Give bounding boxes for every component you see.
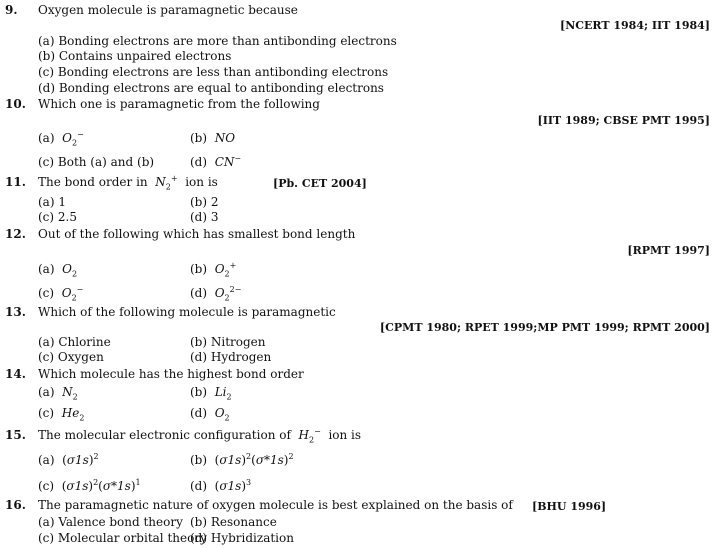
formula-symbol: Li <box>214 385 227 399</box>
option-label: (b) <box>190 385 208 399</box>
question-source: [NCERT 1984; IIT 1984] <box>560 19 710 32</box>
question-source: [BHU 1996] <box>532 500 607 513</box>
option-label: (d) <box>190 286 208 300</box>
formula-symbol: O <box>61 286 72 300</box>
question-text-post: ion is <box>328 428 362 442</box>
option-a: (a) $(\sigma 1s)^2$ <box>38 452 99 467</box>
option-label: (d) <box>190 479 208 493</box>
formula-charge: − <box>76 285 84 294</box>
question-number: 9. <box>5 3 18 17</box>
option-label: (a) <box>38 385 55 399</box>
formula-subscript: 2 <box>224 269 230 279</box>
formula-subscript: 2 <box>72 392 78 402</box>
option-b: (b) Nitrogen <box>190 335 266 349</box>
option-d <box>190 406 230 421</box>
option-c: (c) Bonding electrons are less than antibonding electrons <box>38 65 389 79</box>
option-c: (c) Both (a) and (b) <box>38 155 155 169</box>
option-b: (b) $(\sigma 1s)^2(\sigma*1s)^2$ <box>190 452 294 467</box>
formula-subscript: 2 <box>72 138 78 148</box>
formula-subscript: 2 <box>79 413 85 423</box>
question-text: The paramagnetic nature of oxygen molecule is best explained on the basis of <box>38 498 513 512</box>
formula-charge: − <box>314 427 321 436</box>
orbital: σ1s <box>219 453 242 467</box>
option-b: (b) 2 <box>190 195 219 209</box>
formula-symbol: O <box>62 131 73 145</box>
option-c: (c) Oxygen <box>38 350 104 364</box>
option-c: (c) $(\sigma 1s)^2(\sigma*1s)^1$ <box>38 478 141 493</box>
formula-symbol: O <box>214 286 225 300</box>
option-c: (c) Molecular orbital theory <box>38 531 207 545</box>
question-text: Oxygen molecule is paramagnetic because <box>38 3 298 17</box>
formula-charge: − <box>234 154 242 163</box>
question-text: Which molecule has the highest bond order <box>38 367 304 381</box>
option-label: (c) <box>38 406 55 420</box>
option-d: (d) Bonding electrons are equal to antibonding electrons <box>38 81 384 95</box>
option-d: (d) 3 <box>190 210 219 224</box>
option-label: (a) <box>38 453 55 467</box>
formula-subscript: 2 <box>226 392 232 402</box>
option-c <box>38 406 84 421</box>
orbital-occupancy: 1 <box>135 478 141 487</box>
option-label: (b) <box>190 453 208 467</box>
option-label: (a) <box>38 131 55 145</box>
question-number: 13. <box>5 305 26 319</box>
option-b <box>190 262 236 277</box>
question-number: 11. <box>5 175 26 189</box>
option-a <box>38 262 77 277</box>
orbital-occupancy: 2 <box>246 452 252 461</box>
question-text <box>38 175 218 190</box>
option-d <box>190 286 241 301</box>
question-number: 10. <box>5 97 26 111</box>
formula-subscript: 2 <box>72 269 78 279</box>
formula-symbol: O <box>214 262 225 276</box>
formula-charge: + <box>229 261 237 270</box>
question-text: Which one is paramagnetic from the following <box>38 97 320 111</box>
orbital-occupancy: 2 <box>93 478 99 487</box>
option-c <box>38 286 83 301</box>
option-b <box>190 385 232 400</box>
question-text-post: ion is <box>185 175 218 189</box>
option-a <box>38 385 78 400</box>
option-label: (b) <box>190 131 208 145</box>
formula-subscript: 2 <box>309 435 315 445</box>
option-d <box>190 155 241 170</box>
formula-subscript: 2 <box>165 182 171 192</box>
option-a <box>38 131 84 146</box>
question-number: 14. <box>5 367 26 381</box>
formula-subscript: 2 <box>224 413 230 423</box>
question-source: [RPMT 1997] <box>627 244 710 257</box>
option-d: (d) $(\sigma 1s)^3$ <box>190 478 252 493</box>
orbital: σ1s <box>219 479 242 493</box>
formula-symbol: NO <box>214 131 236 145</box>
orbital-occupancy: 2 <box>93 452 99 461</box>
formula-symbol: O <box>214 406 225 420</box>
option-label: (a) <box>38 262 55 276</box>
option-label: (c) <box>38 286 55 300</box>
question-number: 15. <box>5 428 26 442</box>
question-source: [IIT 1989; CBSE PMT 1995] <box>537 114 710 127</box>
option-label: (d) <box>190 406 208 420</box>
option-d: (d) Hydrogen <box>190 350 272 364</box>
question-text: Out of the following which has smallest bond length <box>38 227 356 241</box>
formula-symbol: N <box>62 385 73 399</box>
option-b: (b) Contains unpaired electrons <box>38 49 232 63</box>
orbital: σ1s <box>66 453 89 467</box>
orbital: σ*1s <box>102 479 131 493</box>
orbital: σ1s <box>66 479 89 493</box>
orbital-occupancy: 2 <box>288 452 294 461</box>
orbital: σ*1s <box>255 453 284 467</box>
option-b: (b) Resonance <box>190 515 277 529</box>
option-a: (a) 1 <box>38 195 66 209</box>
formula-symbol: O <box>62 262 73 276</box>
question-number: 16. <box>5 498 26 512</box>
formula-charge: + <box>170 174 178 183</box>
option-a: (a) Bonding electrons are more than antibonding electrons <box>38 34 397 48</box>
question-source: [CPMT 1980; RPET 1999;MP PMT 1999; RPMT 2000] <box>379 321 710 334</box>
formula-charge: − <box>77 130 84 139</box>
question-text <box>38 428 361 443</box>
orbital-occupancy: 3 <box>246 478 252 487</box>
formula-symbol: H <box>298 428 310 442</box>
option-c: (c) 2.5 <box>38 210 77 224</box>
option-label: (d) <box>190 155 208 169</box>
question-text-pre: The molecular electronic configuration of <box>38 428 291 442</box>
option-label: (c) <box>38 479 55 493</box>
question-source: [Pb. CET 2004] <box>273 177 367 190</box>
formula-symbol: CN <box>214 155 235 169</box>
formula-charge: 2− <box>229 285 242 294</box>
option-a: (a) Chlorine <box>38 335 111 349</box>
option-a: (a) Valence bond theory <box>38 515 183 529</box>
question-number: 12. <box>5 227 26 241</box>
question-text-pre: The bond order in <box>38 175 148 189</box>
formula-symbol: N <box>155 175 166 189</box>
formula-subscript: 2 <box>71 293 77 303</box>
option-label: (b) <box>190 262 208 276</box>
question-text: Which of the following molecule is paramagnetic <box>38 305 336 319</box>
formula-subscript: 2 <box>224 293 230 303</box>
option-b <box>190 131 235 146</box>
formula-symbol: He <box>61 406 80 420</box>
option-d: (d) Hybridization <box>190 531 294 545</box>
